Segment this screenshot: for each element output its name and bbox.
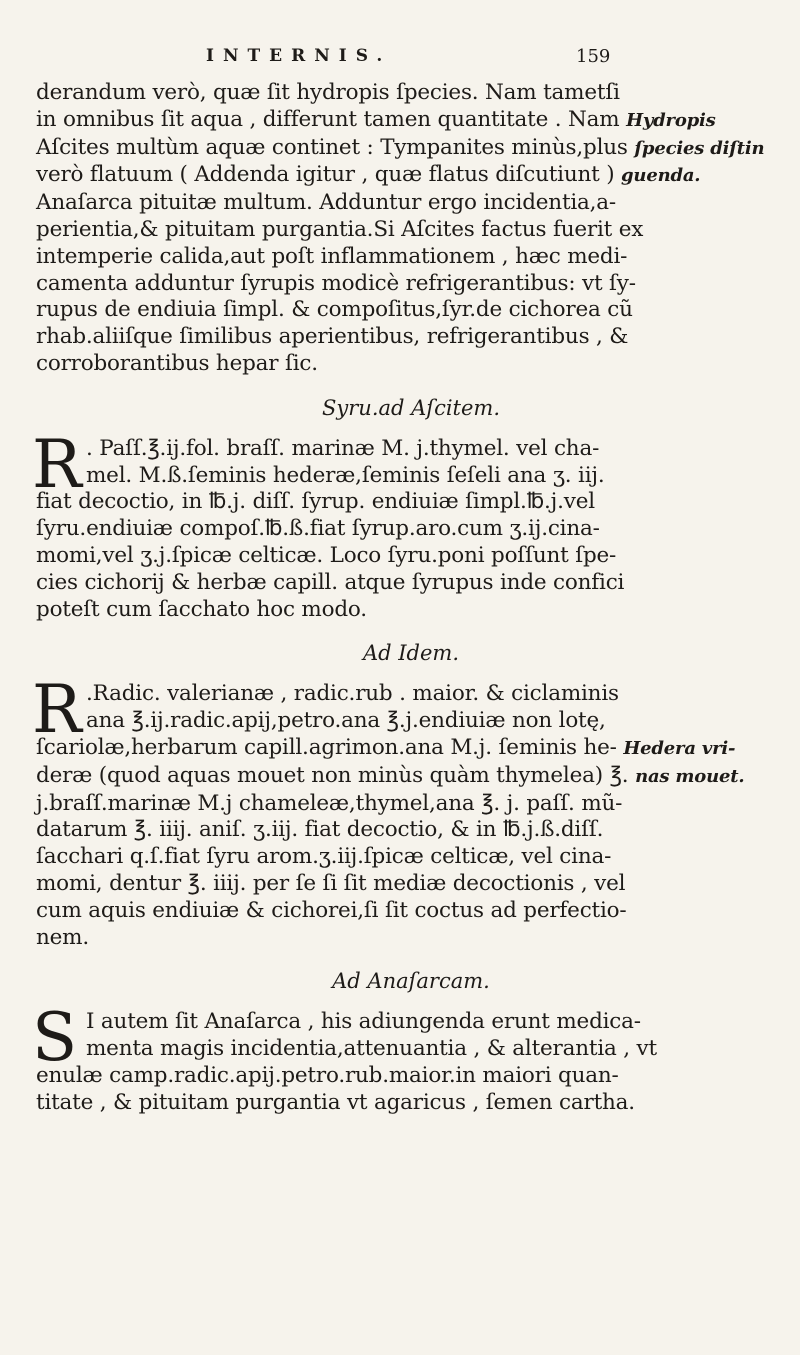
marginal-note: Hydropis	[626, 109, 716, 131]
text-line	[36, 107, 786, 135]
section-heading: Ad Anaſarcam.	[332, 969, 490, 994]
text-line: titate , & pituitam purgantia vt agaricus , ſemen cartha.	[36, 1089, 635, 1115]
text-block	[32, 46, 786, 1117]
text-line: cies cichorij & herbæ capill. atque ſyrupus inde confici	[36, 569, 625, 595]
text-line: camenta adduntur ſyrupis modicè refrigerantibus: vt ſy-	[36, 270, 636, 296]
text-line: momi,vel ʒ.j.ſpicæ celticæ. Loco ſyru.poni poſſunt ſpe-	[36, 542, 617, 568]
drop-cap: R	[32, 425, 82, 503]
text-line-content: ſcariolæ,herbarum capill.agrimon.ana M.j. ſeminis he-	[36, 734, 617, 760]
text-line: j.braſſ.marinæ M.j chameleæ,thymel,ana ℥. j. paſſ. mũ-	[36, 790, 623, 816]
text-line: menta magis incidentia,attenuantia , & alterantia , vt	[86, 1036, 657, 1062]
page-header	[36, 46, 786, 80]
text-line: .Radic. valerianæ , radic.rub . maior. & ciclaminis	[86, 681, 619, 707]
text-line: I autem ſit Anaſarca , his adiungenda erunt medica-	[86, 1009, 641, 1035]
text-line	[36, 162, 786, 190]
text-line: ſacchari q.ſ.fiat ſyru arom.ʒ.iij.ſpicæ celticæ, vel cina-	[36, 844, 612, 870]
section-heading: Syru.ad Aſcitem.	[322, 395, 500, 420]
text-line: momi, dentur ℥. iiij. per ſe ſi ſit mediæ decoctionis , vel	[36, 870, 626, 896]
text-line: datarum ℥. iiij. aniſ. ʒ.iij. fiat decoctio, & in ℔.j.ß.diſſ.	[36, 817, 604, 843]
text-line: poteſt cum ſacchato hoc modo.	[36, 596, 367, 622]
text-line	[36, 763, 786, 791]
marginal-note: nas mouet.	[635, 765, 745, 787]
text-line: cum aquis endiuiæ & cichorei,ſi ſit coctus ad perfectio-	[36, 897, 627, 923]
text-line: intemperie calida,aut poſt inflammationem , hæc medi-	[36, 243, 628, 269]
text-line: rhab.aliiſque ſimilibus aperientibus, refrigerantibus , &	[36, 324, 629, 350]
paragraph-anasarca	[32, 999, 786, 1116]
marginal-note: Hedera vri-	[623, 737, 736, 759]
text-line-content: Aſcites multùm aquæ continet : Tympanites minùs,plus	[36, 134, 628, 160]
text-line	[36, 735, 786, 763]
recipe-idem	[32, 671, 786, 951]
marginal-note: guenda.	[621, 165, 701, 187]
text-line: corroborantibus hepar ſic.	[36, 350, 318, 376]
drop-cap: S	[32, 999, 78, 1077]
text-line: ana ℥.ij.radic.apij,petro.ana ℥.j.endiuiæ non lotę,	[86, 708, 606, 734]
text-line: derandum verò, quæ ſit hydropis ſpecies. Nam tametſi	[36, 80, 620, 105]
text-line: perientia,& pituitam purgantia.Si Aſcites factus fuerit ex	[36, 216, 644, 242]
text-line: nem.	[36, 924, 89, 950]
text-line-content: in omnibus ſit aqua , differunt tamen quantitate . Nam	[36, 106, 620, 132]
text-line	[36, 135, 786, 163]
text-line: enulæ camp.radic.apij.petro.rub.maior.in maiori quan-	[36, 1062, 619, 1088]
text-line: fiat decoctio, in ℔.j. diſſ. ſyrup. endiuiæ ſimpl.℔.j.vel	[36, 489, 595, 515]
drop-cap: R	[32, 671, 82, 749]
text-line-content: verò flatuum ( Addenda igitur , quæ flatus diſcutiunt )	[36, 162, 615, 188]
text-line: rupus de endiuia ſimpl. & compoſitus,ſyr.de cichorea cũ	[36, 297, 633, 323]
running-head: INTERNIS.	[206, 46, 392, 66]
recipe-ascites	[32, 425, 786, 624]
text-line: . Paſſ.℥.ij.fol. braſſ. marinæ M. j.thymel. vel cha-	[86, 435, 600, 461]
marginal-note: ſpecies diſtin	[634, 137, 765, 159]
paragraph-hydrops	[36, 80, 786, 378]
text-line: Anaſarca pituitæ multum. Adduntur ergo incidentia,a-	[36, 190, 616, 216]
text-line-content: deræ (quod aquas mouet non minùs quàm thymelea) ℥.	[36, 762, 629, 788]
section-heading: Ad Idem.	[362, 641, 460, 666]
text-line: ſyru.endiuiæ compoſ.℔.ß.fiat ſyrup.aro.cum ʒ.ij.cina-	[36, 516, 600, 542]
text-line: mel. M.ß.ſeminis hederæ,ſeminis ſeſeli ana ʒ. iij.	[86, 462, 605, 488]
page-number: 159	[576, 46, 611, 67]
